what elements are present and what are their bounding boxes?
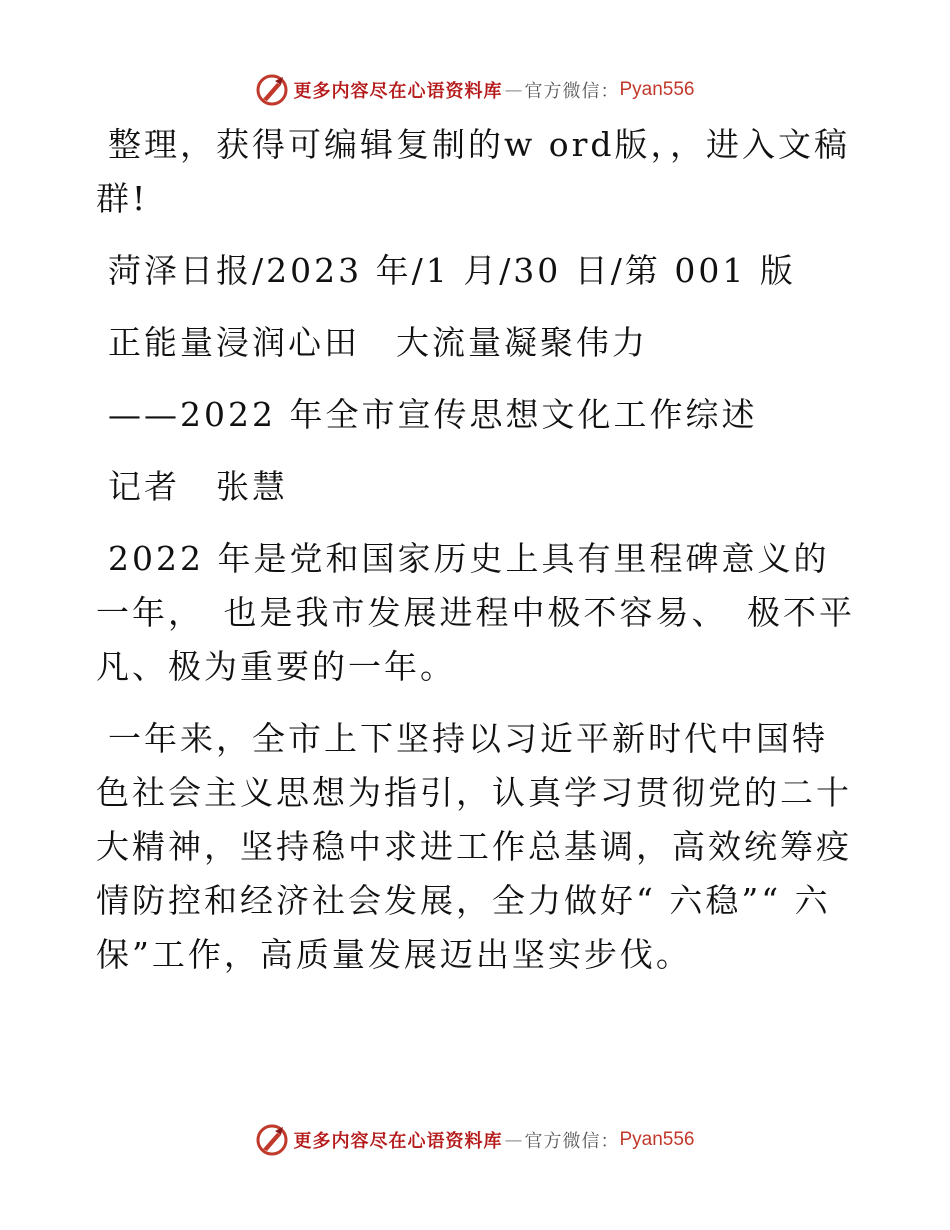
banner-wechat-id: Pyan556 [619,1129,695,1150]
pen-logo-icon [255,73,289,107]
article-title: 正能量浸润心田 大流量凝聚伟力 [108,323,648,362]
banner-dash: — [504,1129,523,1151]
intro-note: 整理，获得可编辑复制的w ord版，，进入文稿群! [96,125,851,218]
banner-wechat-label: 官方微信： [524,81,620,102]
banner-brand: 更多内容尽在心语资料库 [293,81,503,102]
article-subtitle: ——2022 年全市宣传思想文化工作综述 [108,395,758,434]
banner-brand: 更多内容尽在心语资料库 [293,1131,503,1152]
document-body [96,118,856,1000]
author-line: 记者 张慧 [108,467,288,506]
body-paragraph: 2022 年是党和国家历史上具有里程碑意义的一年， 也是我市发展进程中极不容易、 极不平凡、极为重要的一年。 [96,539,855,686]
body-paragraph: 一年来，全市上下坚持以习近平新时代中国特色社会主义思想为指引，认真学习贯彻党的二十大精神，坚持稳中求进工作总基调，高效统筹疫情防控和经济社会发展，全力做好“ 六稳”“ 六保”工作，高质量发展迈出坚实步伐。 [96,719,852,974]
banner-wechat-id: Pyan556 [619,79,695,100]
source-line: 菏泽日报/2023 年/1 月/30 日/第 001 版 [108,251,796,290]
banner-wechat-label: 官方微信： [524,1131,620,1152]
footer-watermark-banner [0,1120,950,1160]
banner-dash: — [504,79,523,101]
pen-logo-icon [255,1123,289,1157]
header-watermark-banner [0,70,950,110]
